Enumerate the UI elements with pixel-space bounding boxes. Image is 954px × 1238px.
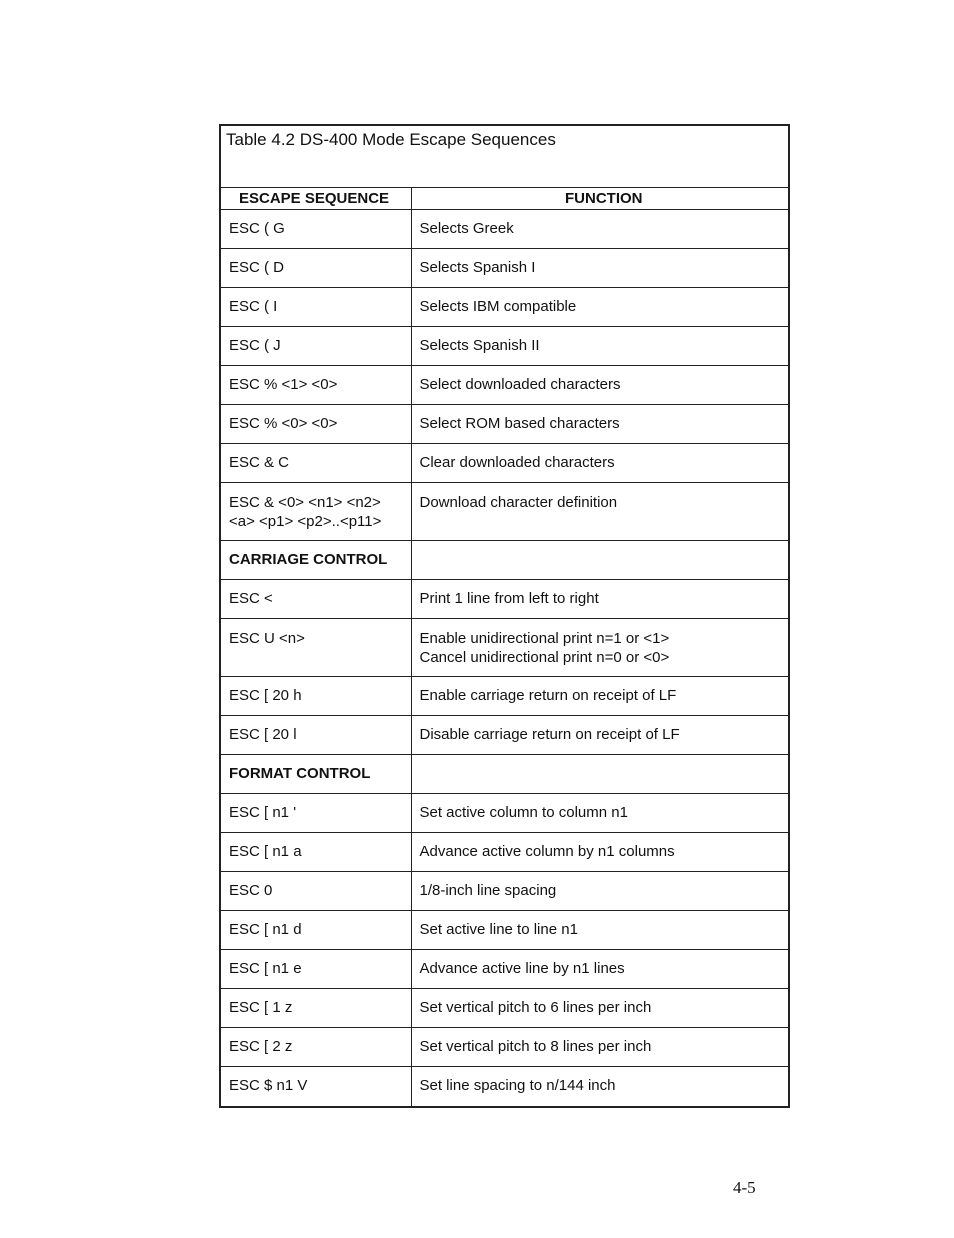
function-cell: Selects Spanish I bbox=[411, 249, 788, 288]
function-cell: 1/8-inch line spacing bbox=[411, 872, 788, 911]
function-cell: Advance active column by n1 columns bbox=[411, 833, 788, 872]
table-row bbox=[221, 794, 788, 833]
table-row bbox=[221, 989, 788, 1028]
escape-sequence-cell: ESC ( I bbox=[221, 288, 411, 327]
function-cell: Set vertical pitch to 8 lines per inch bbox=[411, 1028, 788, 1067]
escape-sequence-cell: ESC % <0> <0> bbox=[221, 405, 411, 444]
escape-sequence-cell: ESC & C bbox=[221, 444, 411, 483]
table-row bbox=[221, 716, 788, 755]
function-cell: Advance active line by n1 lines bbox=[411, 950, 788, 989]
table-row bbox=[221, 249, 788, 288]
escape-sequence-cell: CARRIAGE CONTROL bbox=[221, 541, 411, 580]
escape-sequence-cell: ESC ( J bbox=[221, 327, 411, 366]
escape-sequence-cell: ESC < bbox=[221, 580, 411, 619]
escape-sequence-cell bbox=[221, 483, 411, 541]
escape-sequence-cell: ESC U <n> bbox=[221, 619, 411, 677]
escape-sequence-cell: ESC [ 20 l bbox=[221, 716, 411, 755]
table-row bbox=[221, 444, 788, 483]
escape-sequence-table bbox=[219, 124, 790, 1108]
table-grid bbox=[221, 188, 788, 1106]
table-row bbox=[221, 1067, 788, 1106]
escape-sequence-cell: ESC [ n1 a bbox=[221, 833, 411, 872]
cell-line: Cancel unidirectional print n=0 or <0> bbox=[419, 649, 670, 666]
escape-sequence-cell: ESC [ 20 h bbox=[221, 677, 411, 716]
table-row bbox=[221, 580, 788, 619]
function-cell bbox=[411, 619, 788, 677]
function-cell: Clear downloaded characters bbox=[411, 444, 788, 483]
escape-sequence-cell: ESC ( G bbox=[221, 210, 411, 249]
section-header-row bbox=[221, 755, 788, 794]
function-cell: Select ROM based characters bbox=[411, 405, 788, 444]
function-cell: Selects IBM compatible bbox=[411, 288, 788, 327]
escape-sequence-cell: ESC [ 2 z bbox=[221, 1028, 411, 1067]
function-cell: Selects Spanish II bbox=[411, 327, 788, 366]
column-header-function: FUNCTION bbox=[411, 188, 788, 210]
page-number: 4-5 bbox=[733, 1178, 756, 1197]
table-row bbox=[221, 619, 788, 677]
escape-sequence-cell: ESC [ n1 e bbox=[221, 950, 411, 989]
escape-sequence-cell: ESC ( D bbox=[221, 249, 411, 288]
function-cell: Set line spacing to n/144 inch bbox=[411, 1067, 788, 1106]
cell-line: <a> <p1> <p2>..<p11> bbox=[229, 513, 382, 530]
table-row bbox=[221, 1028, 788, 1067]
table-row bbox=[221, 950, 788, 989]
section-header-row bbox=[221, 541, 788, 580]
escape-sequence-cell: ESC $ n1 V bbox=[221, 1067, 411, 1106]
table-body bbox=[221, 210, 788, 1106]
table-caption: Table 4.2 DS-400 Mode Escape Sequences bbox=[221, 126, 788, 188]
table-row bbox=[221, 911, 788, 950]
table-row bbox=[221, 288, 788, 327]
function-cell: Set active line to line n1 bbox=[411, 911, 788, 950]
function-cell bbox=[411, 541, 788, 580]
escape-sequence-cell: ESC [ 1 z bbox=[221, 989, 411, 1028]
table-row bbox=[221, 327, 788, 366]
function-cell: Download character definition bbox=[411, 483, 788, 541]
column-header-escape-sequence: ESCAPE SEQUENCE bbox=[221, 188, 411, 210]
function-cell: Selects Greek bbox=[411, 210, 788, 249]
escape-sequence-cell: ESC 0 bbox=[221, 872, 411, 911]
escape-sequence-cell: ESC [ n1 ' bbox=[221, 794, 411, 833]
function-cell bbox=[411, 755, 788, 794]
function-cell: Set vertical pitch to 6 lines per inch bbox=[411, 989, 788, 1028]
header-row bbox=[221, 188, 788, 210]
table-row bbox=[221, 677, 788, 716]
table-row bbox=[221, 366, 788, 405]
function-cell: Set active column to column n1 bbox=[411, 794, 788, 833]
function-cell: Disable carriage return on receipt of LF bbox=[411, 716, 788, 755]
cell-line: Enable unidirectional print n=1 or <1> bbox=[419, 630, 670, 647]
escape-sequence-cell: ESC % <1> <0> bbox=[221, 366, 411, 405]
table-row bbox=[221, 210, 788, 249]
table-row bbox=[221, 405, 788, 444]
escape-sequence-cell: ESC [ n1 d bbox=[221, 911, 411, 950]
function-cell: Select downloaded characters bbox=[411, 366, 788, 405]
table-row bbox=[221, 483, 788, 541]
function-cell: Print 1 line from left to right bbox=[411, 580, 788, 619]
function-cell: Enable carriage return on receipt of LF bbox=[411, 677, 788, 716]
table-row bbox=[221, 833, 788, 872]
cell-line: ESC & <0> <n1> <n2> bbox=[229, 494, 381, 511]
table-row bbox=[221, 872, 788, 911]
escape-sequence-cell: FORMAT CONTROL bbox=[221, 755, 411, 794]
